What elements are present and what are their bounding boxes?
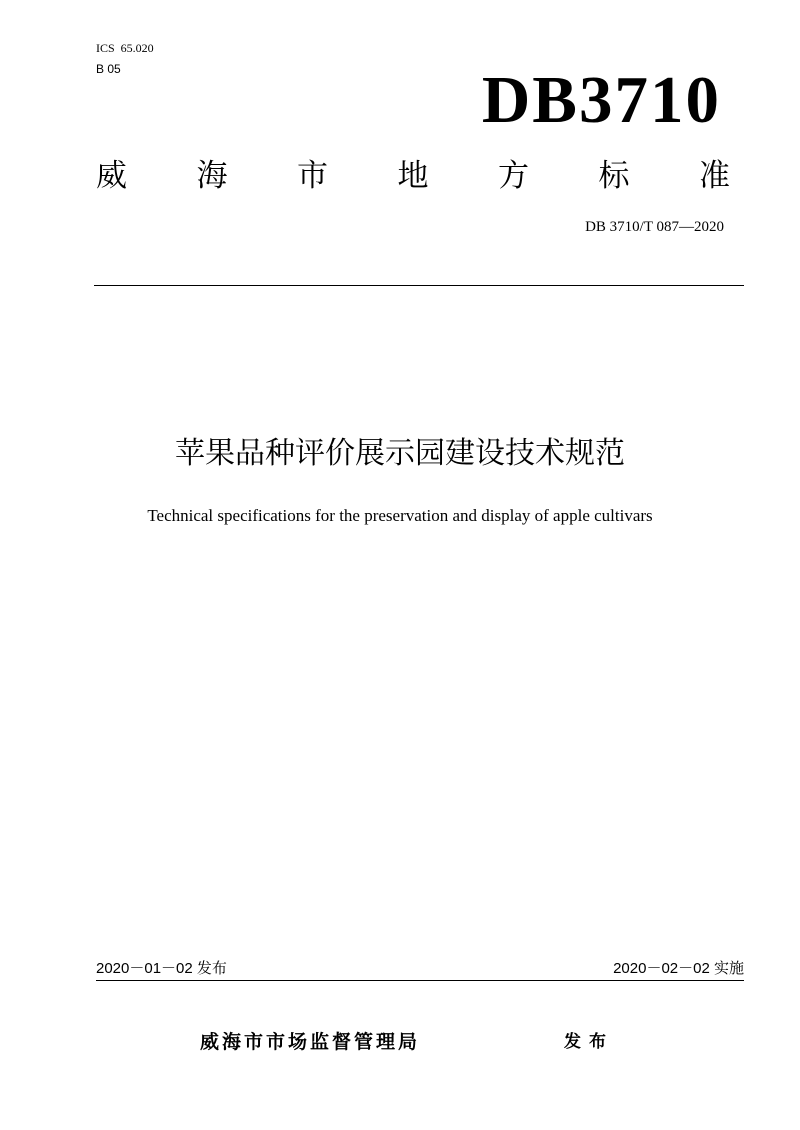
document-title-chinese: 苹果品种评价展示园建设技术规范 [175, 436, 625, 471]
standard-type-char: 方 [498, 158, 529, 194]
issue-date: 2020－01－02 发布 [96, 960, 227, 977]
standard-type-char: 威 [96, 158, 127, 194]
implementation-date: 2020－02－02 实施 [613, 960, 744, 977]
issuing-authority: 威海市市场监督管理局 [200, 1031, 421, 1053]
issue-label: 发布 [564, 1032, 614, 1052]
standard-type-char: 准 [699, 158, 730, 194]
ics-code: ICS 65.020 [96, 41, 154, 55]
ccs-code: B 05 [96, 62, 121, 76]
header-divider [94, 285, 744, 286]
standard-type-char: 海 [196, 158, 228, 194]
standard-type-char: 地 [397, 158, 429, 194]
db-code-heading: DB3710 [481, 63, 721, 137]
document-title-english: Technical specifications for the preservation and display of apple cultivars [147, 506, 653, 525]
standard-type-title [96, 156, 730, 196]
standard-number: DB 3710/T 087—2020 [585, 219, 724, 235]
standard-type-char: 市 [297, 158, 328, 194]
standard-type-char: 标 [598, 158, 630, 194]
dates-row [96, 958, 744, 981]
